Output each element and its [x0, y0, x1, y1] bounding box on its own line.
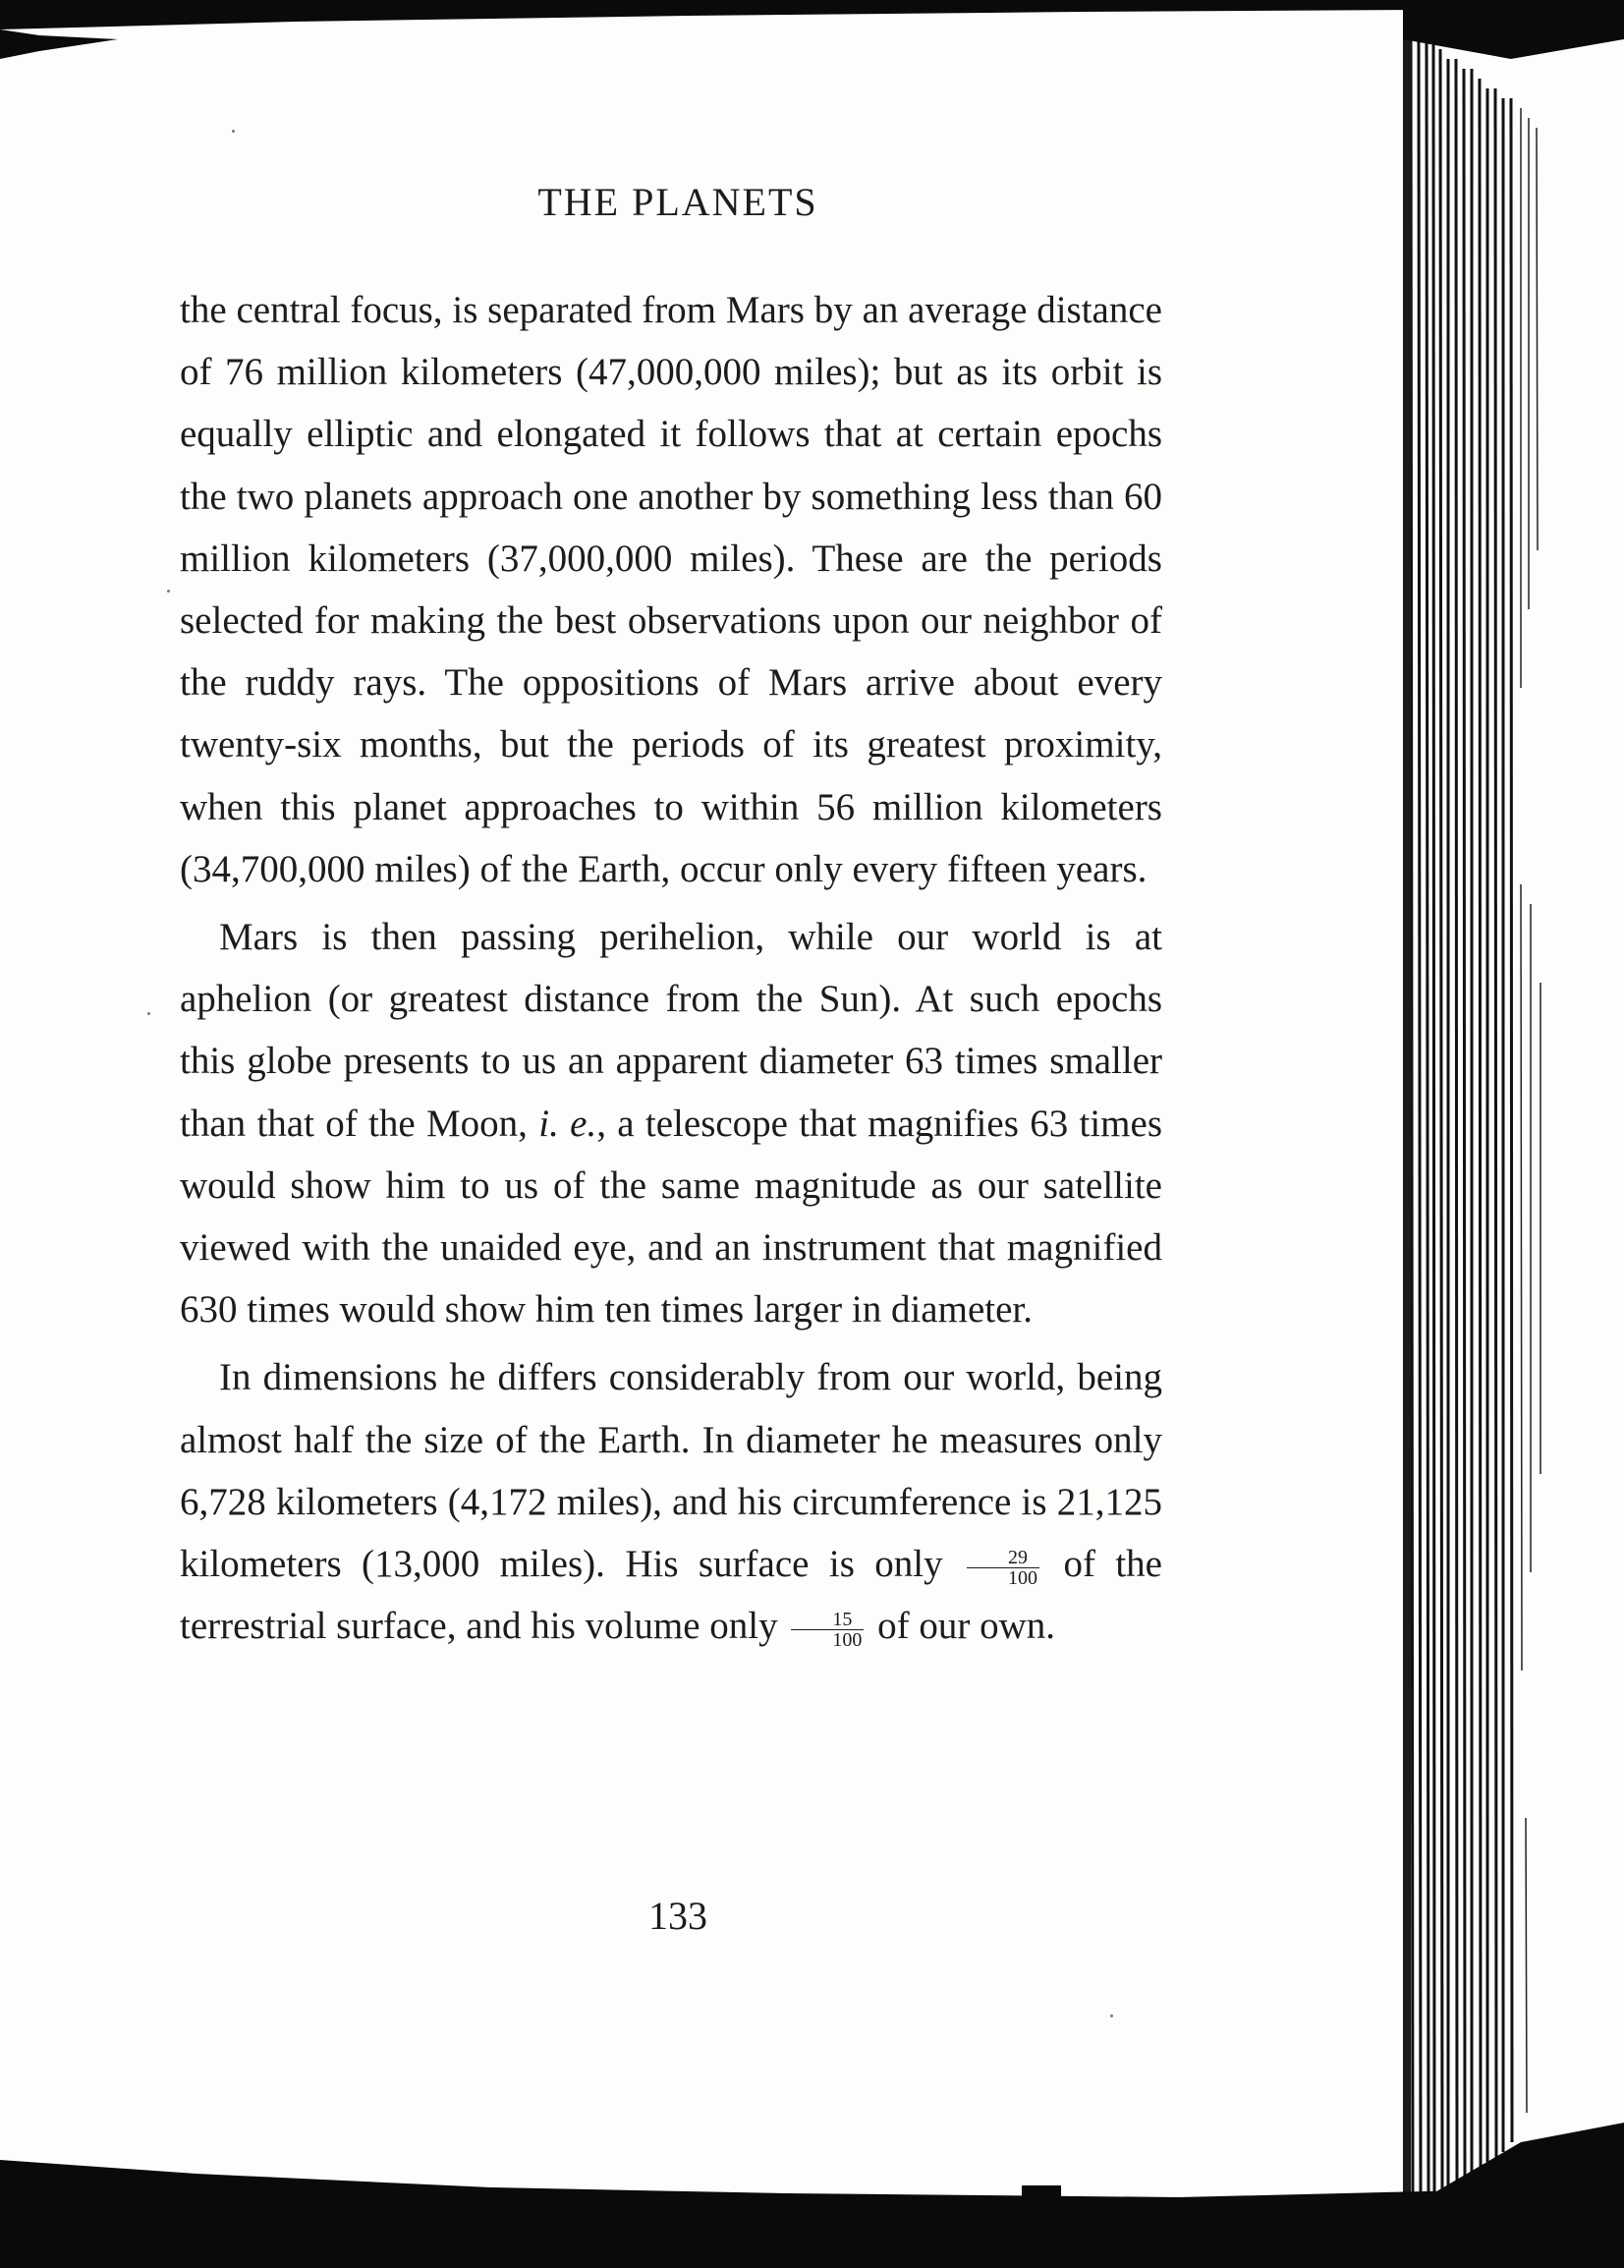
fraction-volume-numerator: 15 — [791, 1610, 864, 1630]
paragraph-3 — [180, 1346, 1162, 1657]
scan-speck — [167, 590, 170, 593]
scan-edge-top — [0, 0, 1624, 59]
fraction-surface-numerator: 29 — [967, 1548, 1039, 1568]
book-page-edges — [1403, 0, 1624, 2268]
fraction-surface-denominator: 100 — [1008, 1566, 1038, 1589]
running-head: THE PLANETS — [537, 180, 818, 224]
paragraph-1: the central focus, is separated from Mars by an average distance of 76 million kilometers (47,000,000 miles); but as its orbit is equally elliptic and elongated it follows that at certain epochs the two planets approach one another by something less than 60 million kilometers (37,000,000 miles). These are the periods selected for making the best observations upon our neighbor of the ruddy rays. The oppositions of Mars arrive about every twenty-six months, but the periods of its greatest proximity, when this planet approaches to within 56 million kilometers (34,700,000 miles) of the Earth, occur only every fifteen years. — [180, 289, 1162, 890]
scan-speck — [232, 130, 235, 133]
paragraph-2-text-b: , a telescope that magnifies 63 times would show him to us of the same magnitude as our satellite viewed with the unaided eye, and an instrument that magnified 630 times would show him ten times larger in diameter. — [180, 1102, 1163, 1332]
paragraph-2-text-a: Mars is then passing perihelion, while our world is at aphelion (or greatest distance from the Sun). At such epochs this globe presents to us an apparent diameter 63 times smaller than that of the Moon, — [180, 916, 1162, 1145]
paragraph-3-text-a: In dimensions he differs considerably from our world, being almost half the size of the Earth. In diameter he measures only 6,728 kilometers (4,172 miles), and his circumference is 21,125 kilometers (13,000 miles). His surface is only — [180, 1356, 1162, 1586]
fraction-volume — [791, 1610, 864, 1650]
page-number: 133 — [648, 1894, 707, 1938]
paragraph-2-italic: i. e. — [538, 1102, 597, 1145]
paragraph-3-text-c: of our own. — [868, 1605, 1056, 1648]
scan-speck — [1110, 2014, 1113, 2017]
paragraph-3-text-b: of the terrestrial surface, and his volume only — [180, 1543, 1162, 1648]
scan-speck — [147, 1012, 150, 1015]
paragraph-2 — [180, 906, 1162, 1340]
body-text — [180, 279, 1162, 1657]
fraction-volume-denominator: 100 — [832, 1628, 863, 1651]
fraction-surface — [967, 1548, 1039, 1588]
scan-edge-bottom — [0, 2160, 1624, 2268]
